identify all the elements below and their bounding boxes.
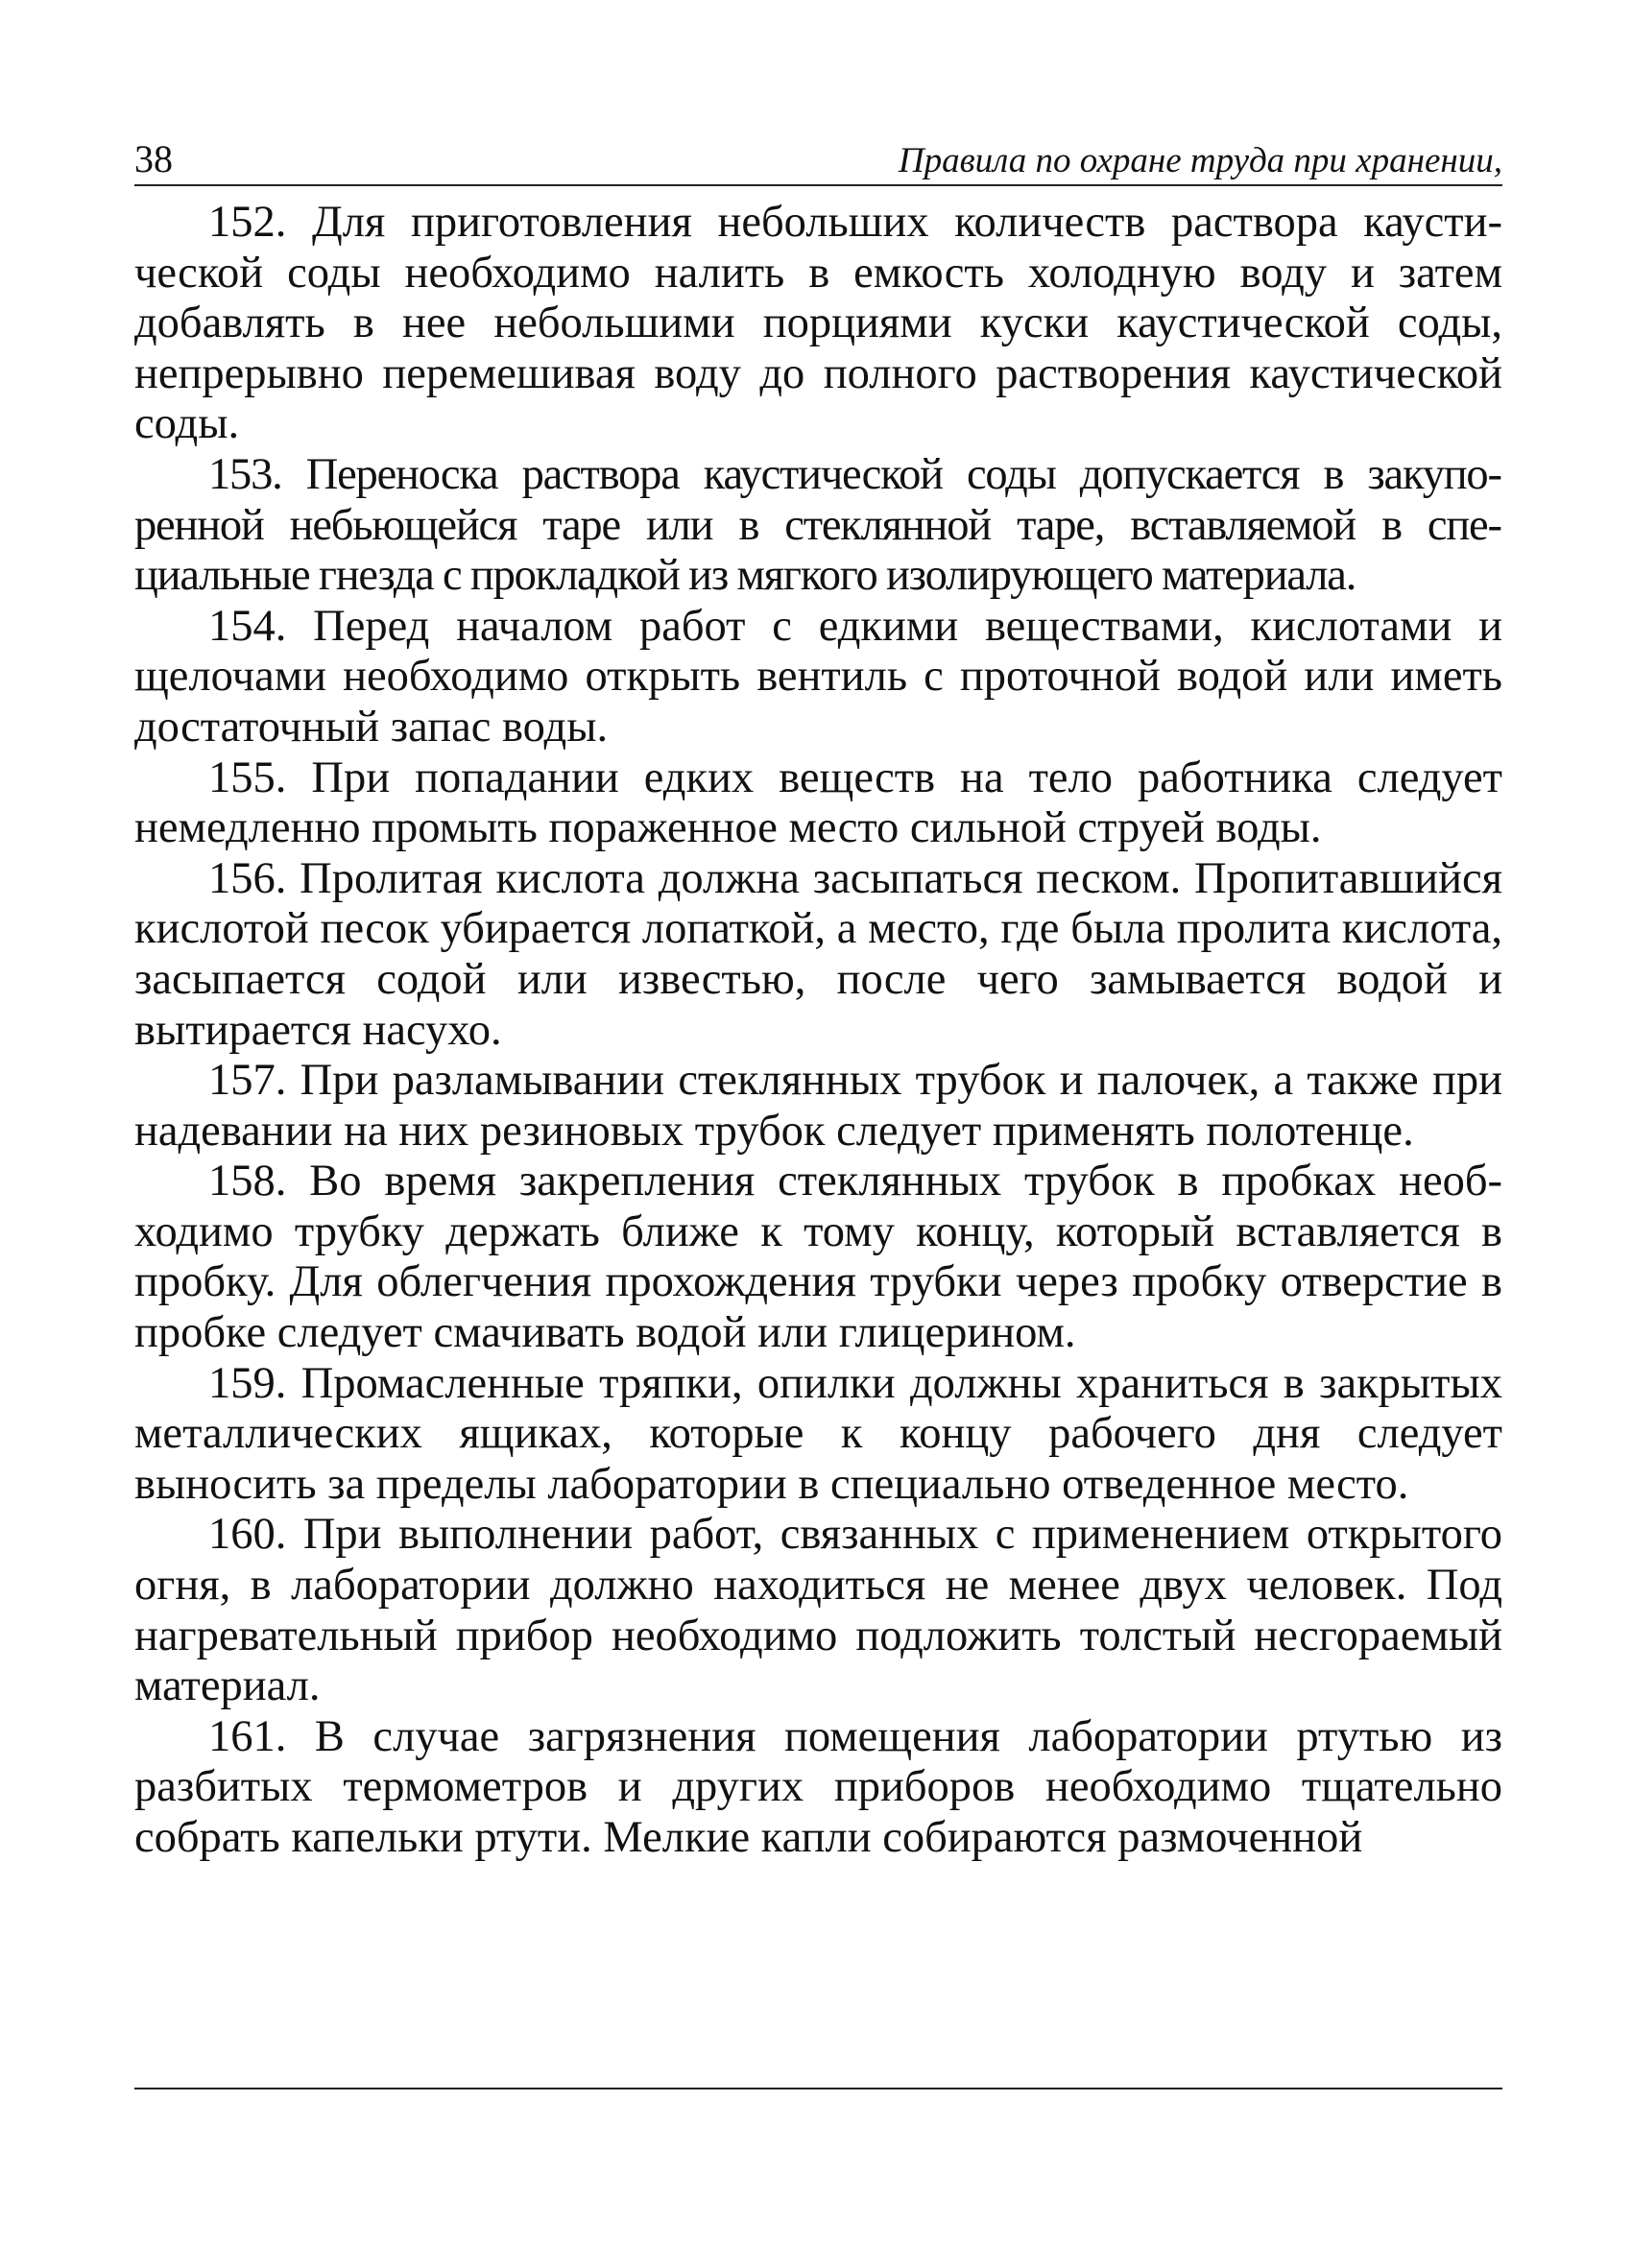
page (134, 125, 1502, 1864)
page-header (134, 125, 1502, 186)
paragraph-155: 155. При попадании едких веществ на тело работника следует немедленно промыть пораженное место сильной струей воды. (134, 752, 1502, 853)
paragraph-159: 159. Промасленные тряпки, опилки должны храниться в закрытых металлических ящиках, которые к концу рабочего дня следует выносить за пределы лаборатории в специально отведенное место. (134, 1358, 1502, 1509)
paragraph-156: 156. Пролитая кислота должна засыпаться песком. Пропитавшийся кислотой песок убирается лопаткой, а место, где была пролита кислота, засыпается содой или известью, после чего замывается водой и вытирается насухо. (134, 853, 1502, 1055)
paragraph-161: 161. В случае загрязнения помещения лаборатории ртутью из разбитых термометров и других приборов необходимо тщательно собрать капельки ртути. Мелкие капли собираются размоченной (134, 1711, 1502, 1862)
footer-rule (134, 2088, 1502, 2089)
running-title: Правила по охране труда при хранении, (898, 141, 1502, 180)
page-number: 38 (134, 137, 173, 180)
paragraph-152: 152. Для приготовления небольших количеств раствора каустической соды необходимо налить в емкость холодную воду и затем добавлять в нее небольшими порциями куски каустической соды, непрерывно перемешивая воду до полного растворения каустической соды. (134, 198, 1502, 449)
body-text (134, 198, 1502, 1864)
paragraph-153: 153. Переноска раствора каустической соды допускается в закупоренной небьющейся таре или в стеклянной таре, вставляемой в специальные гнезда с прокладкой из мягкого изолирующего материала. (134, 449, 1502, 601)
paragraph-160: 160. При выполнении работ, связанных с применением открытого огня, в лаборатории должно находиться не менее двух человек. Под нагревательный прибор необходимо подложить толстый несгораемый материал. (134, 1510, 1502, 1711)
paragraph-154: 154. Перед началом работ с едкими веществами, кислотами и щелочами необходимо открыть вентиль с проточной водой или иметь достаточный запас воды. (134, 601, 1502, 752)
paragraph-158: 158. Во время закрепления стеклянных трубок в пробках необходимо трубку держать ближе к тому концу, который вставляется в пробку. Для облегчения прохождения трубки через пробку отверстие в пробке следует смачивать водой или глицерином. (134, 1157, 1502, 1358)
paragraph-157: 157. При разламывании стеклянных трубок и палочек, а также при надевании на них резиновых трубок следует применять полотенце. (134, 1056, 1502, 1156)
